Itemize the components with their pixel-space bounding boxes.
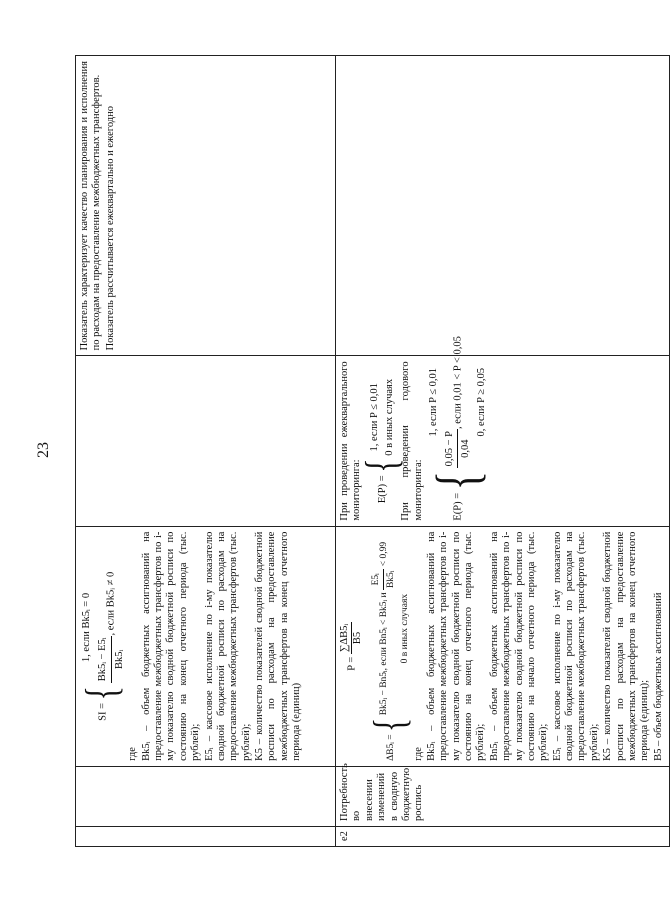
definition-text: E5ᵢ – кассовое исполнение по i-му показателю сводной бюджетной росписи по расходам на предоставление межбюджетных трансфертов (тыс. рублей); [203,531,252,761]
formula-cases [79,572,127,684]
assessment-cell [336,336,670,526]
formula-fraction [369,569,399,590]
fraction-numerator: Bk5ᵢ − E5ᵢ [95,636,112,684]
formula-case: 1, если P ≤ 0,01 [427,368,439,437]
indicator-name: Потребность во внесении изменений в сводную бюджетную роспись [336,766,670,826]
formula-ep-quarterly [357,361,407,520]
formula-lhs: E(P) = [452,492,464,521]
definition-text: K5 – количество показателей сводной бюджетной росписи по расходам на предоставление межбюджетных трансфертов на конец отчетного периода (единиц) [254,531,303,761]
definition-text: B5 – объем бюджетных ассигнований [652,592,664,761]
comment-text: Показатель характеризует качество планирования и исполнения по расходам на предоставление межбюджетных трансфертов. [79,61,103,351]
fraction-numerator: 0,05 − P [442,429,459,468]
brace-icon: { [424,471,492,491]
where-label: где [127,747,139,761]
formula-cases [426,336,490,468]
definition-text: K5 – количество показателей сводной бюджетной росписи по расходам на предоставление межбюджетных трансфертов на конец отчетного периода (единиц); [602,531,651,761]
indicator-code: e2 [336,826,670,846]
formula-cell [336,526,670,766]
formula-fraction [442,429,475,468]
comment-cell [336,56,670,356]
formula-case: 1, если Bk5ᵢ = 0 [81,592,92,663]
name-cell [76,766,336,826]
formula-case: Bk5ᵢ − Bn5ᵢ, если Bn5ᵢ < Bk5ᵢ и [378,592,389,716]
formula-cell [76,526,336,766]
fraction-denominator: Bk5ᵢ [386,570,396,589]
formula-condition: < 0,99 [378,541,389,567]
formula-case: 0 в иных случаях [384,378,396,456]
formula-cases [367,379,399,456]
formula-case: 0, если P ≥ 0,05 [476,368,488,437]
brace-icon: { [365,717,416,733]
formula-lhs: ΔB5ᵢ = [385,734,396,761]
assessment-cell [76,356,336,526]
page-number: 23 [35,442,52,458]
formula-p [339,532,365,761]
brace-icon: { [357,458,407,473]
formula-cases [369,542,413,715]
code-cell [76,826,336,846]
monitoring-intro: При проведении ежеквартального мониторинга: [339,361,363,521]
fraction-numerator: ∑ΔB5ᵢ [339,622,352,654]
formula-lhs: SI = [97,702,109,721]
definition-text: Bk5ᵢ – объем бюджетных ассигнований на предоставление межбюджетных трансфертов по i-му показателю сводной бюджетной росписи по состоянию на конец отчетного периода (тыс. рублей); [140,531,202,761]
definition-text: E5ᵢ – кассовое исполнение по i-му показателю сводной бюджетной росписи по расходам на предоставление межбюджетных трансфертов (тыс. рублей); [551,531,600,761]
comment-text: Показатель рассчитывается ежеквартально и ежегодно [104,106,116,351]
table-row [76,56,336,847]
formula-fraction [339,622,365,654]
formula-condition: , если 0,01 < P < 0,05 [452,336,464,429]
formula-lhs: P = [346,656,358,671]
definition-text: Bk5ᵢ – объем бюджетных ассигнований на предоставление межбюджетных трансфертов по i-му показателю сводной бюджетной росписи по состоянию на конец отчетного периода (тыс. рублей); [425,531,487,761]
formula-case: 1, если P ≤ 0,01 [368,383,380,452]
table-row [336,56,670,847]
rotated-table-sheet [75,55,664,847]
comment-cell [76,56,336,356]
formula-lhs: E(P) = [376,475,388,504]
definition-text: Bn5ᵢ – объем бюджетных ассигнований на предоставление межбюджетных трансфертов по i-му показателю сводной бюджетной росписи по состоянию на начало отчетного периода (тыс. рублей); [488,531,550,761]
formula-condition: , если Bk5ᵢ ≠ 0 [105,571,117,636]
formula-si [79,532,127,761]
fraction-denominator: Bk5ᵢ [113,649,125,670]
formula-ep-annual [424,336,492,521]
monitoring-intro: При проведении годового мониторинга: [400,361,424,521]
brace-icon: { [78,685,128,701]
indicator-table [75,55,670,847]
formula-delta-b [365,532,416,761]
where-label: где [412,747,424,761]
fraction-denominator: 0,04 [460,439,472,458]
formula-case: 0 в иных случаях [400,593,411,664]
fraction-numerator: E5ᵢ [369,569,384,590]
fraction-denominator: B5 [352,631,364,645]
formula-fraction [95,636,128,684]
